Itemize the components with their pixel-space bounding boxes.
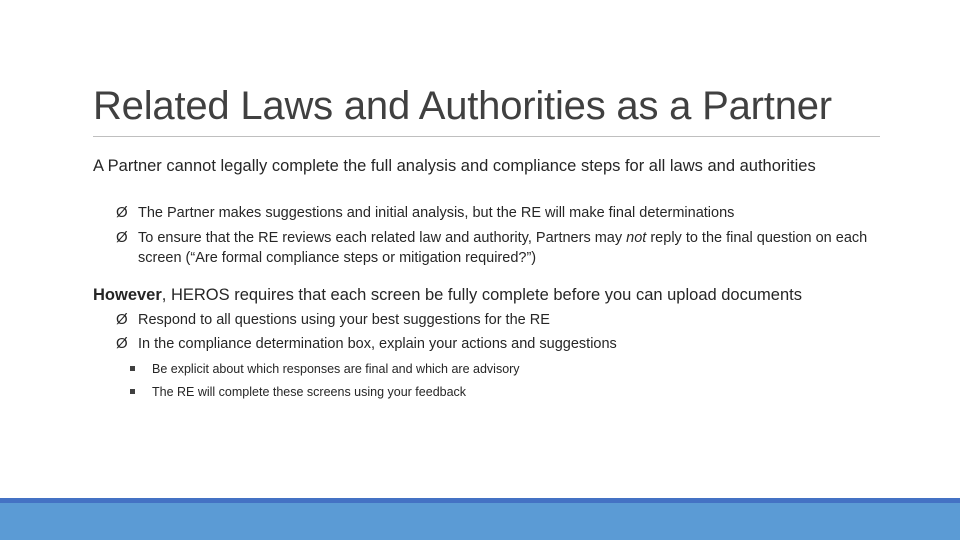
sub-bullet-item	[130, 383, 830, 401]
title-divider	[93, 136, 880, 137]
sub-bullet-item	[130, 360, 830, 378]
square-bullet-icon	[130, 389, 135, 394]
slide-title: Related Laws and Authorities as a Partner	[93, 84, 832, 128]
bullet-text-part: reply to the final question on each screen (“Are formal compliance steps or mitigation required?”)	[138, 230, 868, 266]
bullet-text	[138, 228, 876, 268]
bullet-text: The Partner makes suggestions and initial analysis, but the RE will make final determinations	[138, 205, 735, 221]
bullet-item	[116, 228, 876, 268]
arrow-bullet-icon: Ø	[116, 335, 128, 352]
bullet-text: In the compliance determination box, explain your actions and suggestions	[138, 336, 617, 352]
bold-lead-text: However	[93, 286, 162, 304]
sub-bullet-text: The RE will complete these screens using your feedback	[152, 385, 467, 399]
square-bullet-icon	[130, 366, 135, 371]
bullet-item	[116, 334, 876, 354]
intro-paragraph: A Partner cannot legally complete the full analysis and compliance steps for all laws and authorities	[93, 157, 816, 175]
emphasis-text: not	[626, 230, 647, 246]
bullet-item	[116, 203, 876, 223]
bullet-item	[116, 310, 876, 330]
however-paragraph	[93, 285, 883, 305]
arrow-bullet-icon: Ø	[116, 311, 128, 328]
paragraph-text: , HEROS requires that each screen be fully complete before you can upload documents	[161, 286, 802, 304]
sub-bullet-text: Be explicit about which responses are final and which are advisory	[152, 362, 520, 376]
footer-band	[0, 498, 960, 540]
bullet-text-part: To ensure that the RE reviews each related law and authority, Partners may	[138, 230, 627, 246]
bullet-text: Respond to all questions using your best suggestions for the RE	[138, 312, 550, 328]
arrow-bullet-icon: Ø	[116, 229, 128, 246]
arrow-bullet-icon: Ø	[116, 204, 128, 221]
